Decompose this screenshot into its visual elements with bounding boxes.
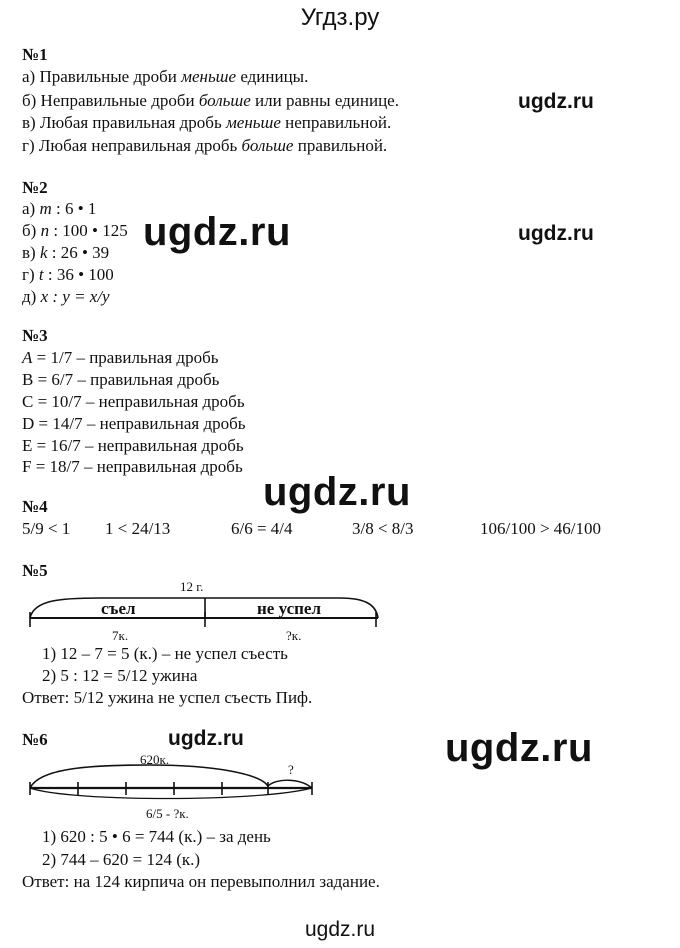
task-2-line-b: б) n : 100 • 125 [22, 221, 128, 240]
task-1-line-d: г) Любая неправильная дробь больше правильной. [22, 136, 388, 155]
watermark: ugdz.ru [263, 470, 411, 514]
task-4-item: 3/8 < 8/3 [352, 519, 414, 538]
task-4-item: 6/6 = 4/4 [231, 519, 293, 538]
watermark: ugdz.ru [168, 727, 244, 750]
task-3-number: №3 [22, 326, 48, 345]
task-1-number: №1 [22, 45, 48, 64]
task-2-line-a: а) m : 6 • 1 [22, 199, 97, 218]
task-6-answer: Ответ: на 124 кирпича он перевыполнил задание. [22, 872, 380, 891]
task-2-number: №2 [22, 178, 48, 197]
task-5-number: №5 [22, 561, 48, 580]
task-3-line: F = 18/7 – неправильная дробь [22, 457, 243, 476]
task-6-question: ? [288, 762, 294, 777]
task-4-item: 5/9 < 1 [22, 519, 71, 538]
task-2-line-e: д) x : y = x/y [22, 287, 110, 306]
watermark: ugdz.ru [518, 222, 594, 245]
watermark: ugdz.ru [445, 726, 593, 770]
task-4-item: 106/100 > 46/100 [480, 519, 602, 538]
task-6-bottom-label: 6/5 - ?к. [146, 806, 189, 821]
task-5-step: 2) 5 : 12 = 5/12 ужина [42, 666, 198, 685]
task-5-segment-not-eaten: не успел [257, 599, 321, 618]
task-4-item: 1 < 24/13 [105, 519, 171, 538]
task-5-label-q: ?к. [286, 628, 302, 643]
task-6-step: 1) 620 : 5 • 6 = 744 (к.) – за день [42, 827, 271, 846]
task-3-line: E = 16/7 – неправильная дробь [22, 436, 244, 455]
task-2-line-d: г) t : 36 • 100 [22, 265, 114, 284]
task-6-number: №6 [22, 730, 48, 749]
task-1-line-a: а) Правильные дроби меньше единицы. [22, 67, 309, 86]
task-6-diagram [0, 758, 680, 818]
task-2-line-c: в) k : 26 • 39 [22, 243, 110, 262]
task-6-step: 2) 744 – 620 = 124 (к.) [42, 850, 201, 869]
task-6-top-label: 620к. [140, 752, 170, 767]
task-3-line: B = 6/7 – правильная дробь [22, 370, 220, 389]
task-5-label-7: 7к. [112, 628, 129, 643]
task-5-step: 1) 12 – 7 = 5 (к.) – не успел съесть [42, 644, 288, 663]
task-3-line: C = 10/7 – неправильная дробь [22, 392, 245, 411]
watermark: ugdz.ru [518, 90, 594, 113]
watermark: ugdz.ru [143, 210, 291, 254]
task-5-answer: Ответ: 5/12 ужина не успел съесть Пиф. [22, 688, 313, 707]
task-5-segment-eaten: съел [101, 599, 136, 618]
task-4-number: №4 [22, 497, 48, 516]
watermark: ugdz.ru [304, 918, 376, 941]
site-title: Угдз.ру [300, 4, 380, 31]
task-5-total-label: 12 г. [180, 579, 204, 594]
task-1-line-b: б) Неправильные дроби больше или равны единице. [22, 91, 399, 110]
task-1-line-c: в) Любая правильная дробь меньше неправильной. [22, 113, 392, 132]
task-3-line: A = 1/7 – правильная дробь [22, 348, 219, 367]
task-3-line: D = 14/7 – неправильная дробь [22, 414, 246, 433]
